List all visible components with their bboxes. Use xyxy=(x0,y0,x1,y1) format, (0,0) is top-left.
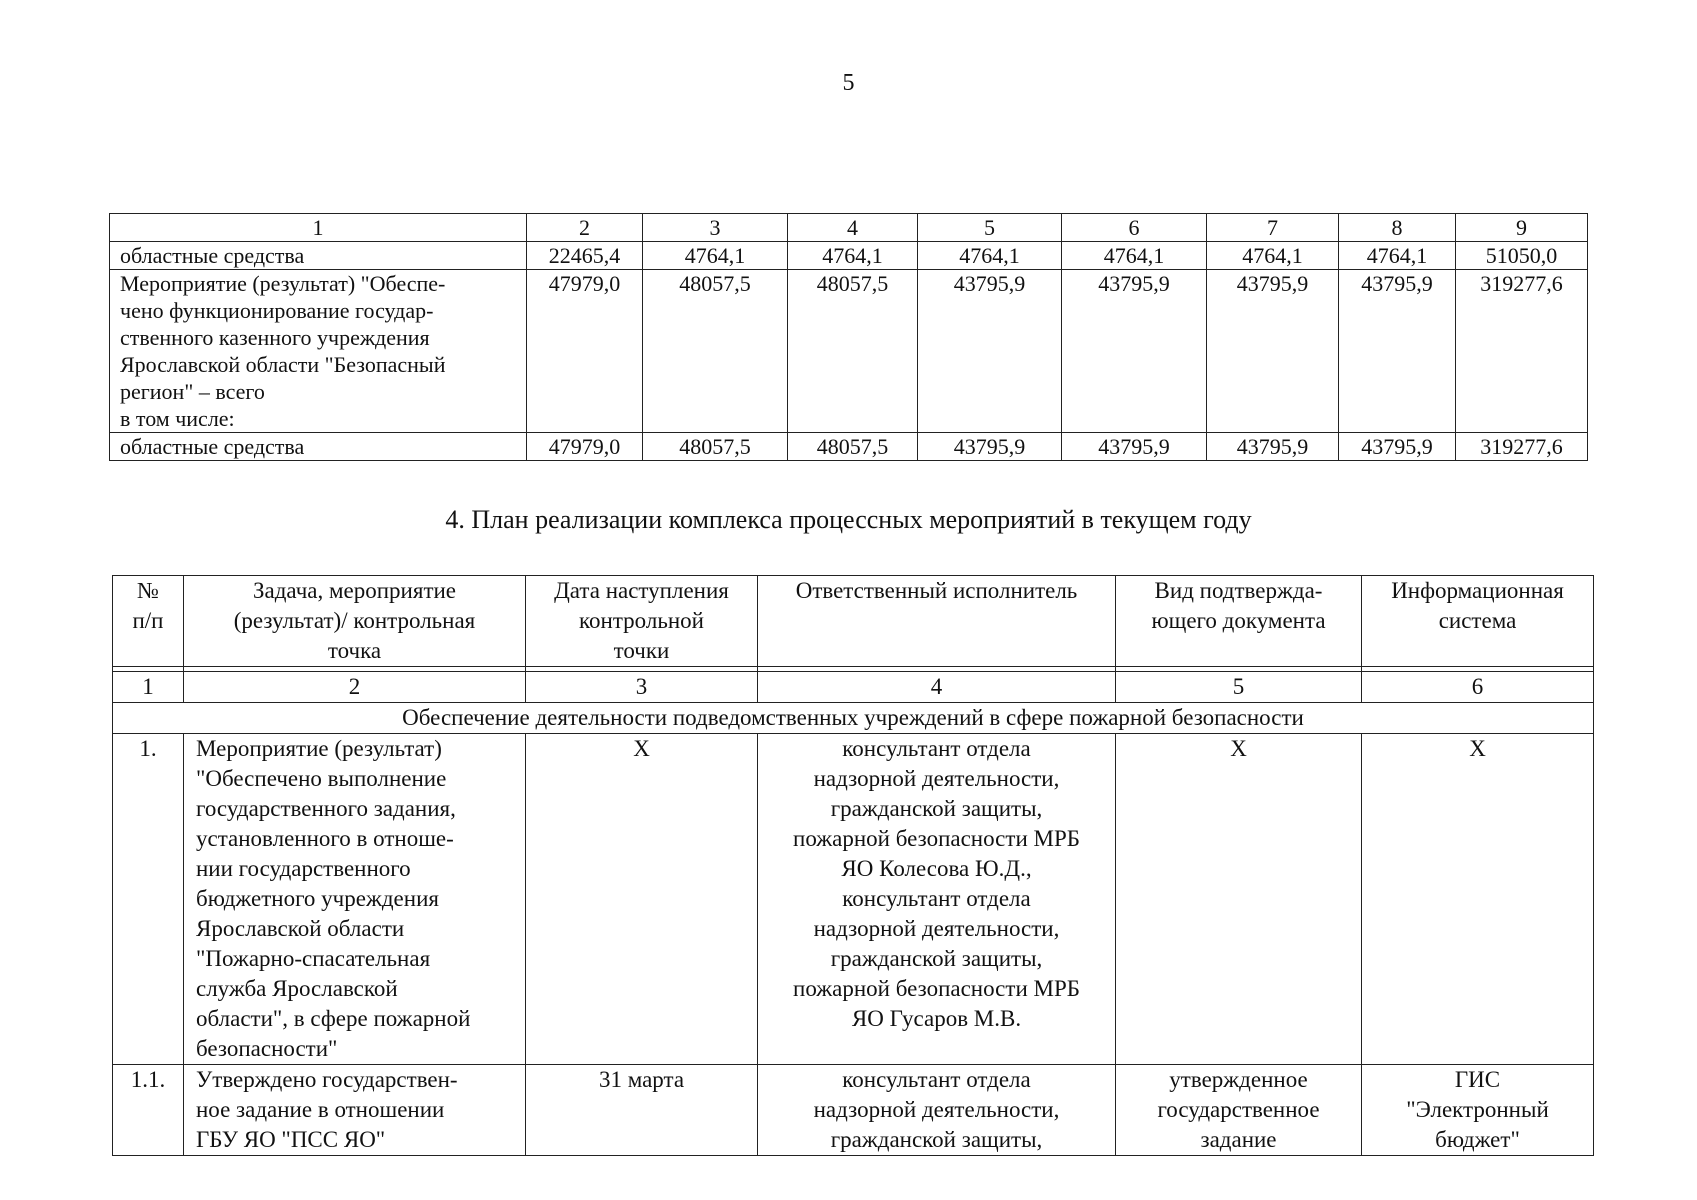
value-cell: 43795,9 xyxy=(918,433,1062,461)
column-number-cell: 7 xyxy=(1207,214,1339,242)
page-number: 5 xyxy=(842,70,855,96)
cell-line: ющего документа xyxy=(1151,608,1326,633)
header-cell xyxy=(526,576,758,667)
column-number-cell: 8 xyxy=(1339,214,1456,242)
cell-line: Мероприятие (результат) "Обеспе- xyxy=(120,271,446,296)
cell-line: надзорной деятельности, xyxy=(813,1097,1060,1122)
row-number-cell: 1.1. xyxy=(113,1065,184,1156)
cell-line: бюджет" xyxy=(1435,1127,1520,1152)
cell-line: ное задание в отношении xyxy=(196,1097,445,1122)
table-row xyxy=(110,270,1588,433)
value-cell: 319277,6 xyxy=(1456,270,1588,433)
cell-line: гражданской защиты, xyxy=(830,946,1043,971)
cell-line: Ярославской области "Безопасный xyxy=(120,352,446,377)
cell-line: гражданской защиты, xyxy=(830,796,1043,821)
cell-line: области", в сфере пожарной xyxy=(196,1006,471,1031)
value-cell: 51050,0 xyxy=(1456,242,1588,270)
task-cell xyxy=(184,1065,526,1156)
cell-line: регион" – всего xyxy=(120,379,265,404)
table-row xyxy=(113,734,1594,1065)
cell-line: пожарной безопасности МРБ xyxy=(793,976,1080,1001)
cell-line: Информационная xyxy=(1391,578,1564,603)
budget-table xyxy=(109,213,1588,461)
column-number-cell: 1 xyxy=(113,672,184,703)
cell-line: ГИС xyxy=(1454,1067,1501,1092)
cell-line: "Электронный xyxy=(1406,1097,1549,1122)
cell-line: (результат)/ контрольная xyxy=(233,608,476,633)
cell-line: областные средства xyxy=(120,243,305,268)
date-cell xyxy=(526,1065,758,1156)
cell-line: в том числе: xyxy=(120,406,235,431)
value-cell: 43795,9 xyxy=(918,270,1062,433)
row-label-cell xyxy=(110,433,527,461)
cell-line: консультант отдела xyxy=(842,886,1031,911)
row-number-cell: 1. xyxy=(113,734,184,1065)
value-cell: 22465,4 xyxy=(527,242,643,270)
value-cell: 48057,5 xyxy=(643,270,788,433)
column-number-cell: 4 xyxy=(788,214,918,242)
header-cell xyxy=(1362,576,1594,667)
table-header-row xyxy=(113,576,1594,667)
cell-line: консультант отдела xyxy=(842,736,1031,761)
value-cell: 48057,5 xyxy=(788,433,918,461)
date-cell xyxy=(526,734,758,1065)
column-number-cell: 3 xyxy=(526,672,758,703)
cell-line: Дата наступления xyxy=(554,578,729,603)
cell-line: "Пожарно-спасательная xyxy=(196,946,431,971)
cell-line: служба Ярославской xyxy=(196,976,398,1001)
column-number-cell: 5 xyxy=(918,214,1062,242)
executor-cell xyxy=(758,1065,1116,1156)
cell-line: гражданской защиты, xyxy=(830,1127,1043,1152)
cell-line: п/п xyxy=(132,608,164,633)
cell-line: № xyxy=(137,578,159,603)
system-cell xyxy=(1362,1065,1594,1156)
value-cell: 319277,6 xyxy=(1456,433,1588,461)
value-cell: 4764,1 xyxy=(1062,242,1207,270)
value-cell: 43795,9 xyxy=(1339,270,1456,433)
cell-line: пожарной безопасности МРБ xyxy=(793,826,1080,851)
cell-line: областные средства xyxy=(120,434,305,459)
cell-line: Мероприятие (результат) xyxy=(196,736,442,761)
plan-table xyxy=(112,575,1594,1156)
value-cell: 4764,1 xyxy=(788,242,918,270)
cell-line: задание xyxy=(1200,1127,1277,1152)
cell-line: чено функционирование государ- xyxy=(120,298,434,323)
document-cell xyxy=(1116,1065,1362,1156)
column-number-row xyxy=(113,672,1594,703)
cell-line: бюджетного учреждения xyxy=(196,886,439,911)
column-number-cell: 5 xyxy=(1116,672,1362,703)
cell-line: надзорной деятельности, xyxy=(813,766,1060,791)
cell-line: Х xyxy=(633,736,650,761)
value-cell: 43795,9 xyxy=(1207,433,1339,461)
section-row xyxy=(113,703,1594,734)
cell-line: нии государственного xyxy=(196,856,411,881)
cell-line: точка xyxy=(327,638,382,663)
column-number-cell: 3 xyxy=(643,214,788,242)
table-row xyxy=(113,1065,1594,1156)
section-cell: Обеспечение деятельности подведомственных учреждений в сфере пожарной безопасности xyxy=(113,703,1594,734)
value-cell: 4764,1 xyxy=(1339,242,1456,270)
row-label-cell xyxy=(110,270,527,433)
column-number-cell: 9 xyxy=(1456,214,1588,242)
cell-line: Утверждено государствен- xyxy=(196,1067,458,1092)
cell-line: установленного в отноше- xyxy=(196,826,454,851)
column-number-cell: 2 xyxy=(527,214,643,242)
value-cell: 48057,5 xyxy=(643,433,788,461)
cell-line: ЯО Гусаров М.В. xyxy=(851,1006,1022,1031)
task-cell xyxy=(184,734,526,1065)
header-cell xyxy=(1116,576,1362,667)
value-cell: 43795,9 xyxy=(1207,270,1339,433)
header-cell xyxy=(113,576,184,667)
column-number-cell: 6 xyxy=(1062,214,1207,242)
value-cell: 4764,1 xyxy=(918,242,1062,270)
cell-line: точки xyxy=(613,638,670,663)
value-cell: 43795,9 xyxy=(1062,270,1207,433)
cell-line: Х xyxy=(1469,736,1486,761)
cell-line: система xyxy=(1438,608,1517,633)
cell-line: ственного казенного учреждения xyxy=(120,325,430,350)
executor-cell xyxy=(758,734,1116,1065)
table-row xyxy=(110,433,1588,461)
value-cell: 47979,0 xyxy=(527,270,643,433)
cell-line: контрольной xyxy=(579,608,704,633)
cell-line: государственное xyxy=(1157,1097,1320,1122)
column-number-cell: 2 xyxy=(184,672,526,703)
system-cell xyxy=(1362,734,1594,1065)
table-header-row xyxy=(110,214,1588,242)
column-number-cell: 1 xyxy=(110,214,527,242)
value-cell: 4764,1 xyxy=(643,242,788,270)
header-cell xyxy=(184,576,526,667)
document-cell xyxy=(1116,734,1362,1065)
cell-line: государственного задания, xyxy=(196,796,456,821)
cell-line: "Обеспечено выполнение xyxy=(196,766,447,791)
value-cell: 4764,1 xyxy=(1207,242,1339,270)
column-number-cell: 6 xyxy=(1362,672,1594,703)
section-title: 4. План реализации комплекса процессных мероприятий в текущем году xyxy=(445,505,1252,534)
cell-line: безопасности" xyxy=(196,1036,338,1061)
header-cell xyxy=(758,576,1116,667)
value-cell: 47979,0 xyxy=(527,433,643,461)
cell-line: надзорной деятельности, xyxy=(813,916,1060,941)
cell-line: Вид подтвержда- xyxy=(1154,578,1323,603)
cell-line: ЯО Колесова Ю.Д., xyxy=(841,856,1032,881)
cell-line: Ярославской области xyxy=(196,916,405,941)
column-number-cell: 4 xyxy=(758,672,1116,703)
cell-line: Ответственный исполнитель xyxy=(795,578,1078,603)
table-row xyxy=(110,242,1588,270)
cell-line: ГБУ ЯО "ПСС ЯО" xyxy=(196,1127,386,1152)
value-cell: 43795,9 xyxy=(1062,433,1207,461)
cell-line: Задача, мероприятие xyxy=(252,578,457,603)
value-cell: 48057,5 xyxy=(788,270,918,433)
cell-line: утвержденное xyxy=(1169,1067,1308,1092)
cell-line: Х xyxy=(1230,736,1247,761)
value-cell: 43795,9 xyxy=(1339,433,1456,461)
cell-line: 31 марта xyxy=(598,1067,685,1092)
row-label-cell xyxy=(110,242,527,270)
cell-line: консультант отдела xyxy=(842,1067,1031,1092)
